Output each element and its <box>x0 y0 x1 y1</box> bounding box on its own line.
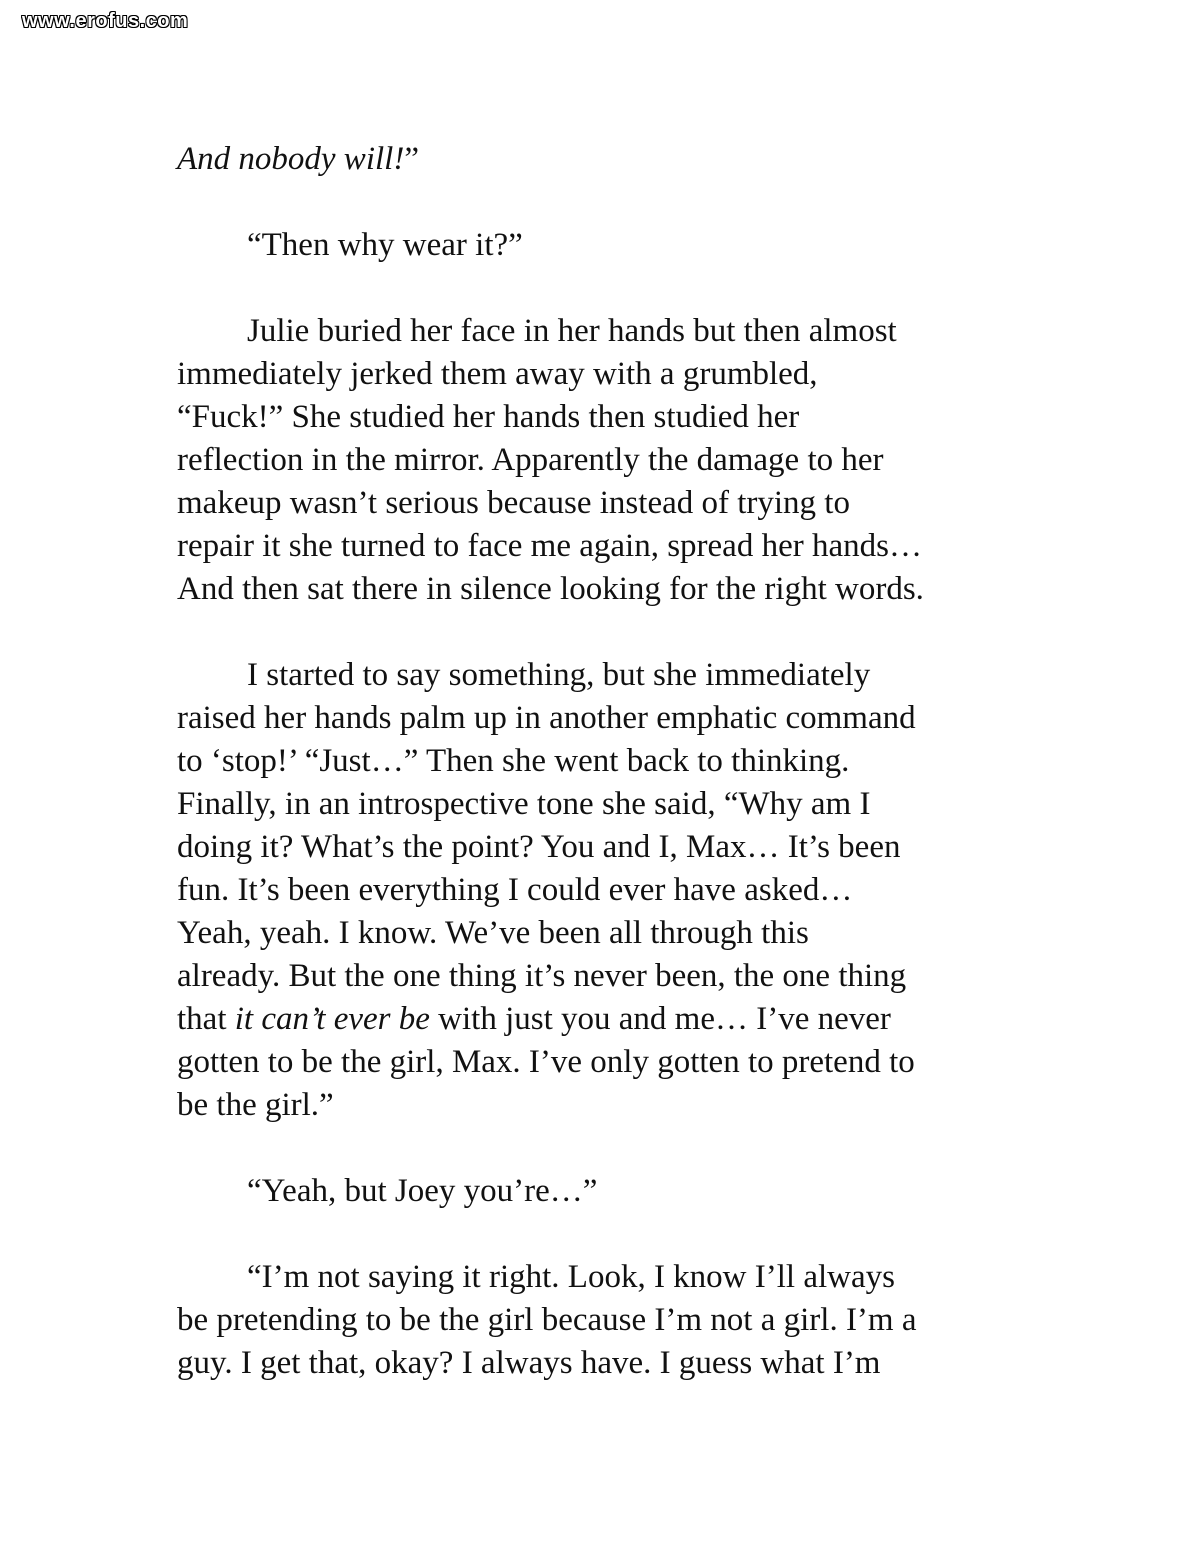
paragraph-introspective <box>177 654 1037 1127</box>
document-body <box>177 138 1037 1428</box>
paragraph-not-saying-right: “I’m not saying it right. Look, I know I’ll always be pretending to be the girl because I’m not a girl. I’m a guy. I get that, okay? I always have. I guess what I’m <box>177 1259 917 1381</box>
paragraph-text-part-a: I started to say something, but she immediately raised her hands palm up in another emphatic command to ‘stop!’ “Just…” Then she went back to thinking. Finally, in an introspective tone she said, “Why am I doing it? What’s the point? You and I, Max… It’s been fun. It’s been everything I could ever have asked… Yeah, yeah. I know. We’ve been all through this already. But the one thing it’s never been, the one thing that <box>177 657 916 1037</box>
paragraph-dialogue-1: “Then why wear it?” <box>247 227 523 263</box>
paragraph-text-part-b: with just you and me… I’ve never gotten to be the girl, Max. I’ve only gotten to pretend to be the girl.” <box>177 1001 915 1123</box>
italic-text: And nobody will! <box>177 141 405 177</box>
paragraph-julie-hands: Julie buried her face in her hands but then almost immediately jerked them away with a grumbled, “Fuck!” She studied her hands then studied her reflection in the mirror. Apparently the damage to her makeup wasn’t serious because instead of trying to repair it she turned to face me again, spread her hands… And then sat there in silence looking for the right words. <box>177 313 924 607</box>
closing-quote: ” <box>404 141 419 177</box>
italic-emphasis: it can’t ever be <box>234 1001 430 1037</box>
paragraph-continuation <box>177 138 1037 181</box>
paragraph-dialogue-2: “Yeah, but Joey you’re…” <box>247 1173 598 1209</box>
watermark: www.erofus.com <box>22 10 189 32</box>
